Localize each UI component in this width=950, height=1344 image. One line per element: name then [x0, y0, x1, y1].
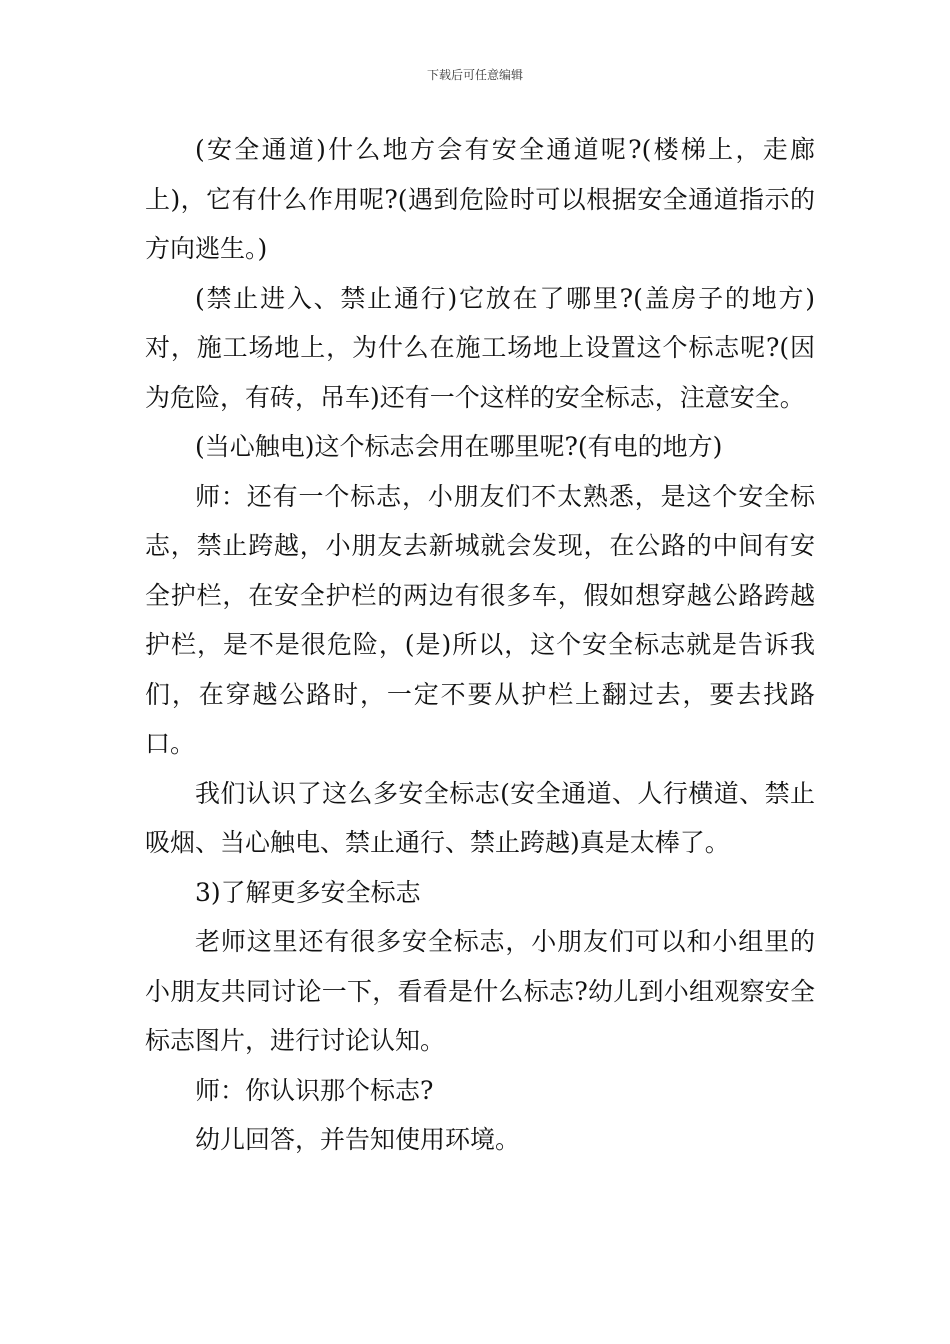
paragraph-section-heading: 3)了解更多安全标志 [195, 877, 421, 907]
page-header: 下载后可任意编辑 [426, 68, 523, 82]
paragraph-electric-shock: (当心触电)这个标志会用在哪里呢?(有电的地方) [195, 432, 723, 461]
paragraph-summary: 我们认识了这么多安全标志(安全通道、人行横道、禁止吸烟、当心触电、禁止通行、禁止跨越)真是太棒了。 [145, 778, 815, 857]
paragraph-no-crossing: 师：还有一个标志，小朋友们不太熟悉，是这个安全标志，禁止跨越，小朋友去新城就会发现，在公路的中间有安全护栏，在安全护栏的两边有很多车，假如想穿越公路跨越护栏，是不是很危险，(是)所以，这个安全标志就是告诉我们，在穿越公路时，一定不要从护栏上翻过去，要去找路口。 [145, 481, 815, 758]
paragraph-no-entry: (禁止进入、禁止通行)它放在了哪里?(盖房子的地方)对，施工场地上，为什么在施工场地上设置这个标志呢?(因为危险，有砖，吊车)还有一个这样的安全标志，注意安全。 [145, 283, 815, 412]
paragraph-group-discussion: 老师这里还有很多安全标志，小朋友们可以和小组里的小朋友共同讨论一下，看看是什么标志?幼儿到小组观察安全标志图片，进行讨论认知。 [145, 927, 815, 1055]
document-body [145, 125, 815, 1165]
paragraph-child-answer: 幼儿回答，并告知使用环境。 [195, 1125, 521, 1154]
paragraph-teacher-question: 师：你认识那个标志? [195, 1075, 434, 1105]
paragraph-safety-passage: (安全通道)什么地方会有安全通道呢?(楼梯上，走廊上)，它有什么作用呢?(遇到危险时可以根据安全通道指示的方向逃生。) [145, 135, 815, 263]
